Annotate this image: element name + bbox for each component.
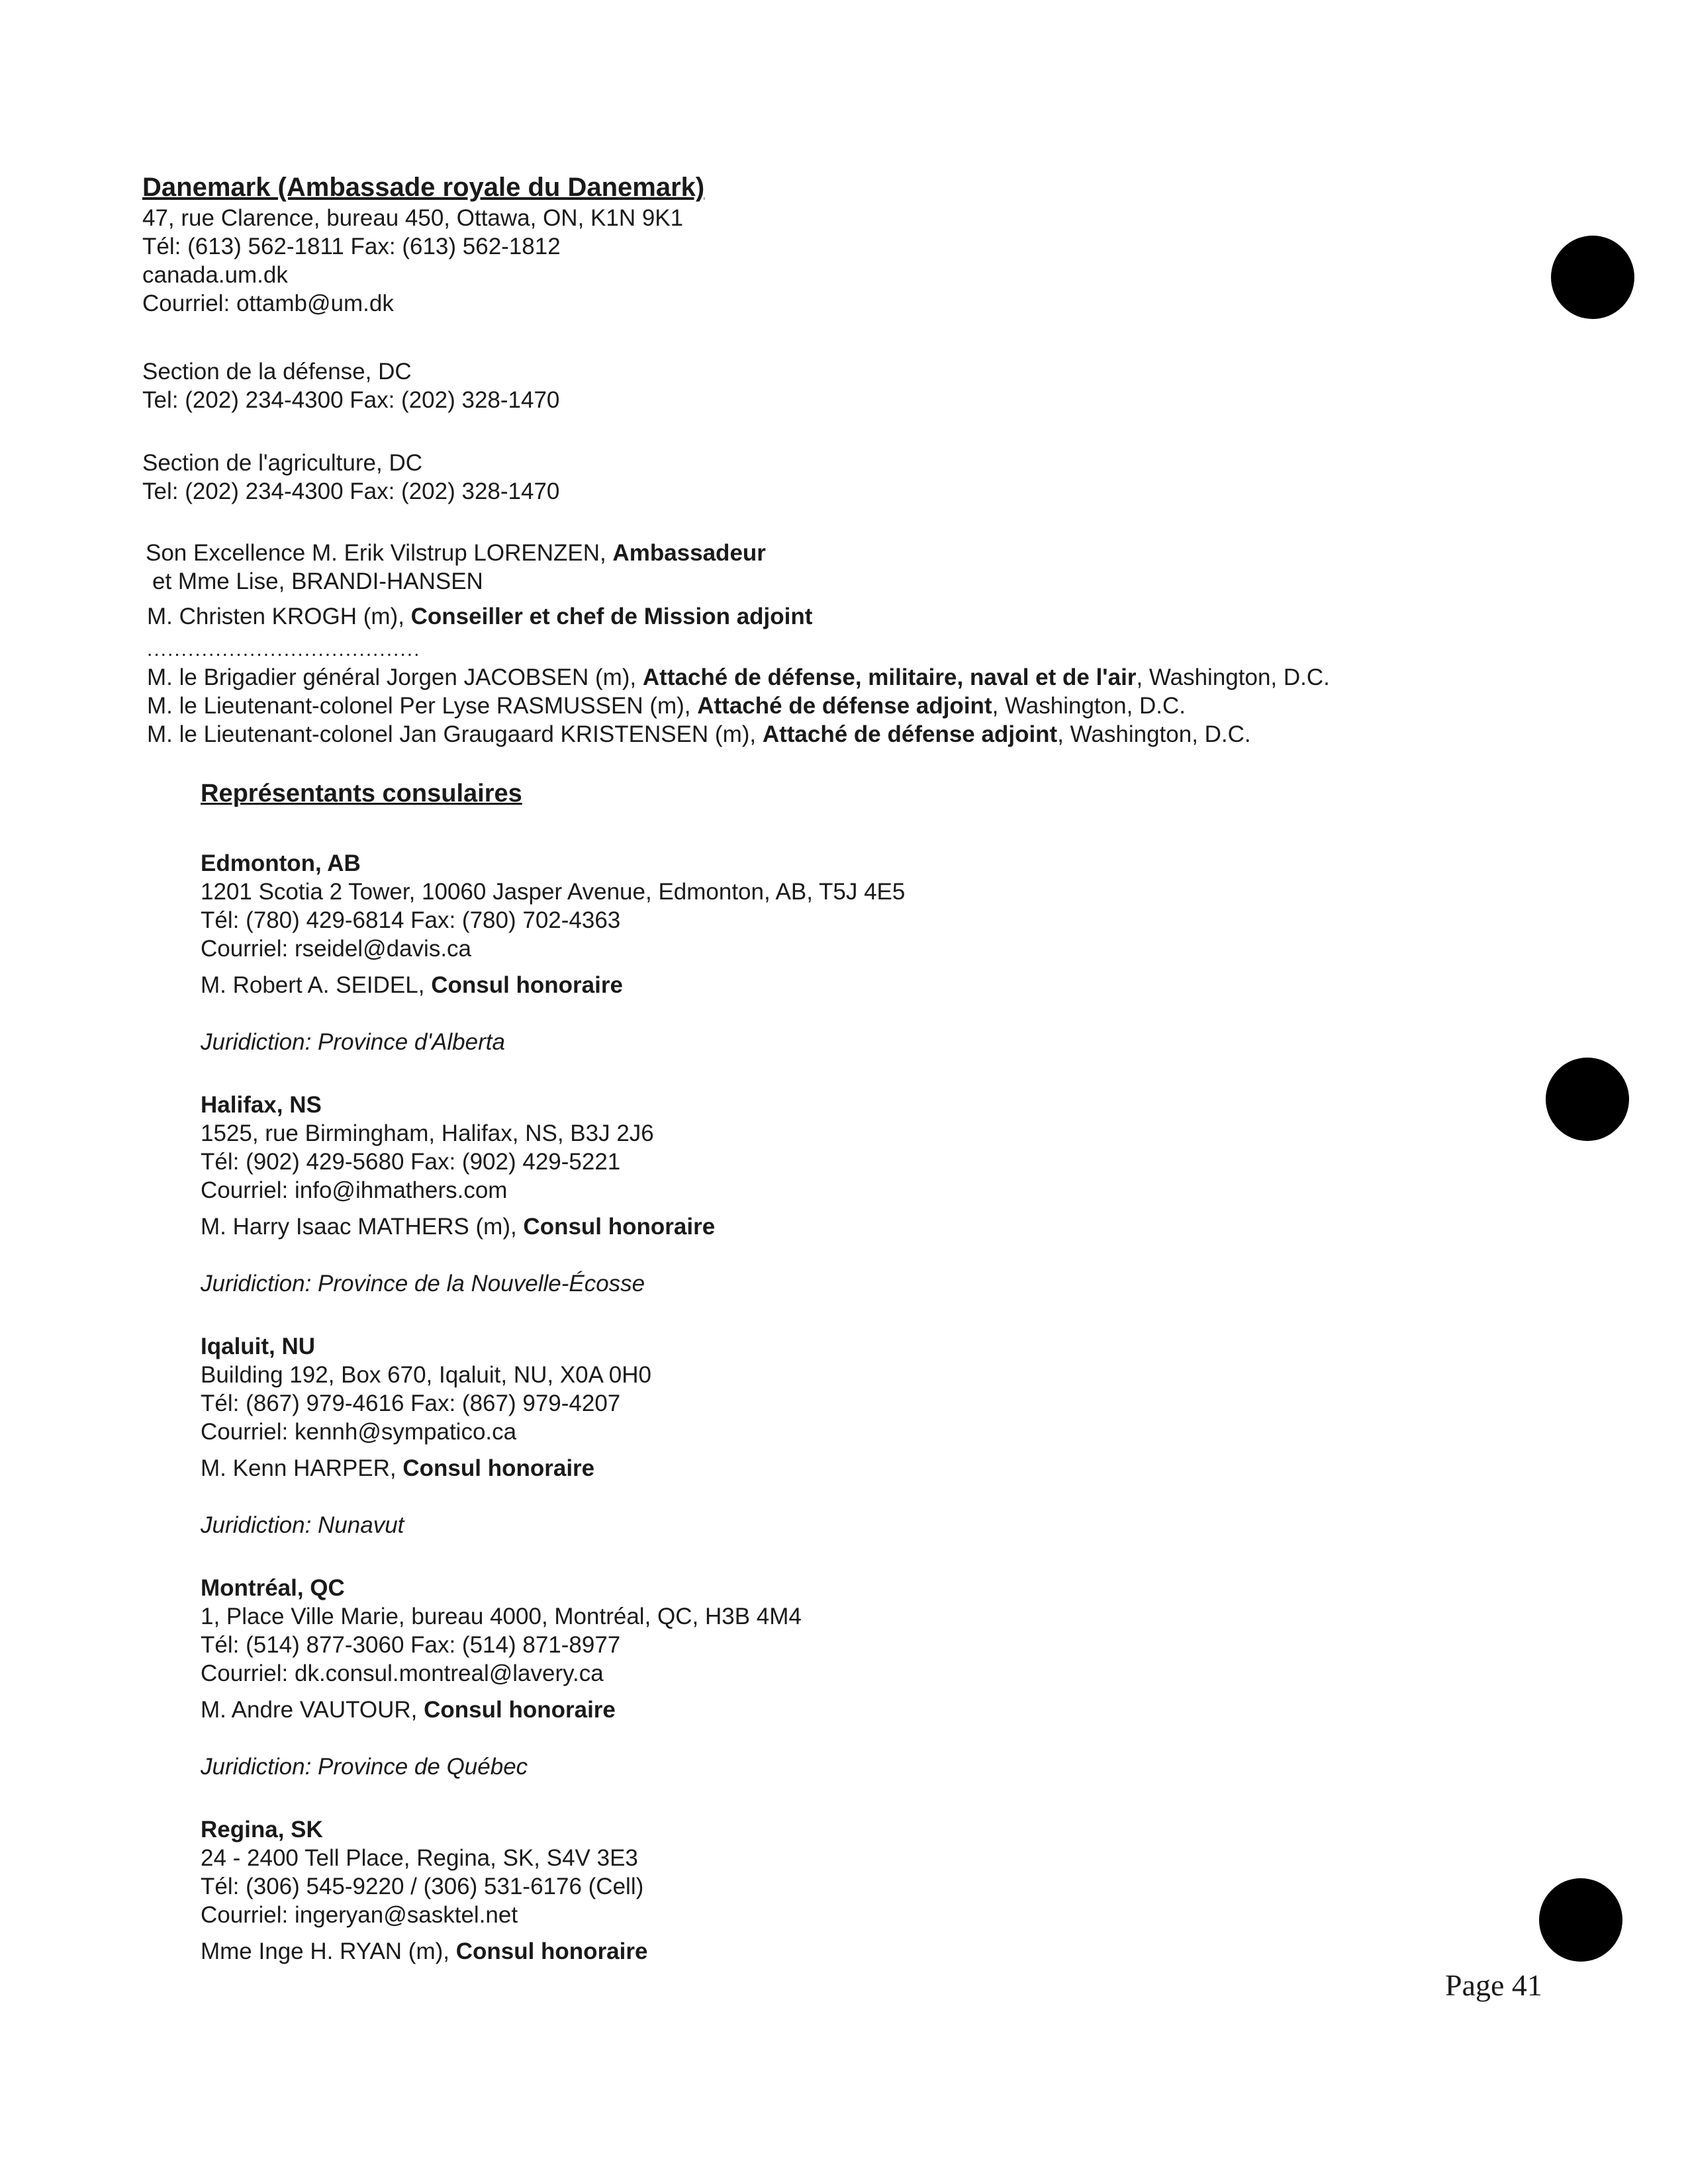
embassy-address: 47, rue Clarence, bureau 450, Ottawa, ON, K1N 9K1 <box>142 205 684 231</box>
consul-name: M. Harry Isaac MATHERS (m), <box>201 1214 524 1240</box>
embassy-title: Danemark (Ambassade royale du Danemark) <box>142 173 705 202</box>
consul-role: Consul honoraire <box>424 1697 616 1723</box>
embassy-block <box>142 171 704 318</box>
office-city: Montréal, QC <box>201 1575 345 1601</box>
page-number: Page 41 <box>1445 1968 1542 2002</box>
office-city: Edmonton, AB <box>201 850 361 876</box>
office-regina <box>201 1815 647 1966</box>
office-email: Courriel: rseidel@davis.ca <box>201 936 472 962</box>
office-jurisdiction: Juridiction: Nunavut <box>201 1512 404 1538</box>
office-iqaluit <box>201 1332 651 1539</box>
attache-name: M. le Brigadier général Jorgen JACOBSEN (m), <box>147 664 643 690</box>
office-city: Iqaluit, NU <box>201 1334 316 1359</box>
office-consul <box>201 1696 802 1724</box>
section-name: Section de l'agriculture, DC <box>142 450 422 476</box>
consul-name: M. Andre VAUTOUR, <box>201 1697 424 1723</box>
office-phone: Tél: (780) 429-6814 Fax: (780) 702-4363 <box>201 907 621 933</box>
office-phone: Tél: (902) 429-5680 Fax: (902) 429-5221 <box>201 1149 621 1175</box>
office-consul <box>201 1454 651 1482</box>
defense-section <box>142 357 559 414</box>
dotted-separator: ........................................ <box>147 639 421 660</box>
consular-heading: Représentants consulaires <box>201 780 522 807</box>
embassy-website: canada.um.dk <box>142 262 288 288</box>
punch-hole <box>1539 1878 1622 1962</box>
embassy-phone: Tél: (613) 562-1811 Fax: (613) 562-1812 <box>142 234 561 259</box>
office-consul <box>201 1937 647 1966</box>
attache-block <box>147 663 1330 749</box>
punch-hole <box>1551 236 1634 319</box>
office-address: 1201 Scotia 2 Tower, 10060 Jasper Avenue, Edmonton, AB, T5J 4E5 <box>201 879 906 905</box>
consul-role: Consul honoraire <box>523 1214 716 1240</box>
office-email: Courriel: dk.consul.montreal@lavery.ca <box>201 1661 604 1686</box>
office-email: Courriel: kennh@sympatico.ca <box>201 1419 517 1445</box>
office-phone: Tél: (867) 979-4616 Fax: (867) 979-4207 <box>201 1390 621 1416</box>
attache-place: , Washington, D.C. <box>1136 664 1330 690</box>
deputy-title: Conseiller et chef de Mission adjoint <box>410 604 813 629</box>
consul-role: Consul honoraire <box>402 1455 595 1481</box>
attache-line <box>147 692 1330 720</box>
ambassador-spouse: et Mme Lise, BRANDI-HANSEN <box>152 569 483 594</box>
section-name: Section de la défense, DC <box>142 359 412 385</box>
office-jurisdiction: Juridiction: Province de Québec <box>201 1754 528 1780</box>
office-montreal <box>201 1574 802 1781</box>
attache-line <box>147 663 1330 692</box>
consul-name: Mme Inge H. RYAN (m), <box>201 1938 456 1964</box>
agriculture-section <box>142 449 559 506</box>
consul-name: M. Kenn HARPER, <box>201 1455 403 1481</box>
consul-name: M. Robert A. SEIDEL, <box>201 972 432 998</box>
ambassador-title: Ambassadeur <box>612 540 766 566</box>
office-jurisdiction: Juridiction: Province d'Alberta <box>201 1029 505 1055</box>
attache-line <box>147 720 1330 749</box>
office-email: Courriel: ingeryan@sasktel.net <box>201 1902 518 1928</box>
deputy-line <box>147 602 812 631</box>
office-address: 1525, rue Birmingham, Halifax, NS, B3J 2J6 <box>201 1120 654 1146</box>
attache-place: , Washington, D.C. <box>1057 721 1251 747</box>
office-halifax <box>201 1091 715 1298</box>
ambassador-name: Son Excellence M. Erik Vilstrup LORENZEN, <box>146 540 613 566</box>
office-city: Halifax, NS <box>201 1092 322 1118</box>
office-consul <box>201 1212 715 1241</box>
section-phone: Tel: (202) 234-4300 Fax: (202) 328-1470 <box>142 478 560 504</box>
embassy-email: Courriel: ottamb@um.dk <box>142 291 394 316</box>
consul-role: Consul honoraire <box>431 972 623 998</box>
attache-name: M. le Lieutenant-colonel Per Lyse RASMUSSEN (m), <box>147 693 698 719</box>
deputy-name: M. Christen KROGH (m), <box>147 604 411 629</box>
office-consul <box>201 971 905 999</box>
attache-title: Attaché de défense adjoint <box>762 721 1058 747</box>
ambassador-line <box>146 539 766 567</box>
attache-name: M. le Lieutenant-colonel Jan Graugaard KRISTENSEN (m), <box>147 721 763 747</box>
deputy-block <box>147 602 812 631</box>
ambassador-block <box>146 539 766 596</box>
punch-hole <box>1546 1058 1629 1141</box>
office-address: Building 192, Box 670, Iqaluit, NU, X0A 0H0 <box>201 1362 651 1388</box>
section-phone: Tel: (202) 234-4300 Fax: (202) 328-1470 <box>142 387 560 413</box>
office-city: Regina, SK <box>201 1817 323 1843</box>
office-address: 1, Place Ville Marie, bureau 4000, Montréal, QC, H3B 4M4 <box>201 1604 802 1629</box>
office-jurisdiction: Juridiction: Province de la Nouvelle-Écosse <box>201 1271 645 1297</box>
attache-place: , Washington, D.C. <box>992 693 1186 719</box>
office-phone: Tél: (306) 545-9220 / (306) 531-6176 (Cell) <box>201 1874 644 1899</box>
office-edmonton <box>201 849 905 1056</box>
attache-title: Attaché de défense adjoint <box>697 693 992 719</box>
office-email: Courriel: info@ihmathers.com <box>201 1177 508 1203</box>
office-phone: Tél: (514) 877-3060 Fax: (514) 871-8977 <box>201 1632 621 1658</box>
consul-role: Consul honoraire <box>455 1938 648 1964</box>
attache-title: Attaché de défense, militaire, naval et de l'air <box>642 664 1137 690</box>
office-address: 24 - 2400 Tell Place, Regina, SK, S4V 3E3 <box>201 1845 638 1871</box>
